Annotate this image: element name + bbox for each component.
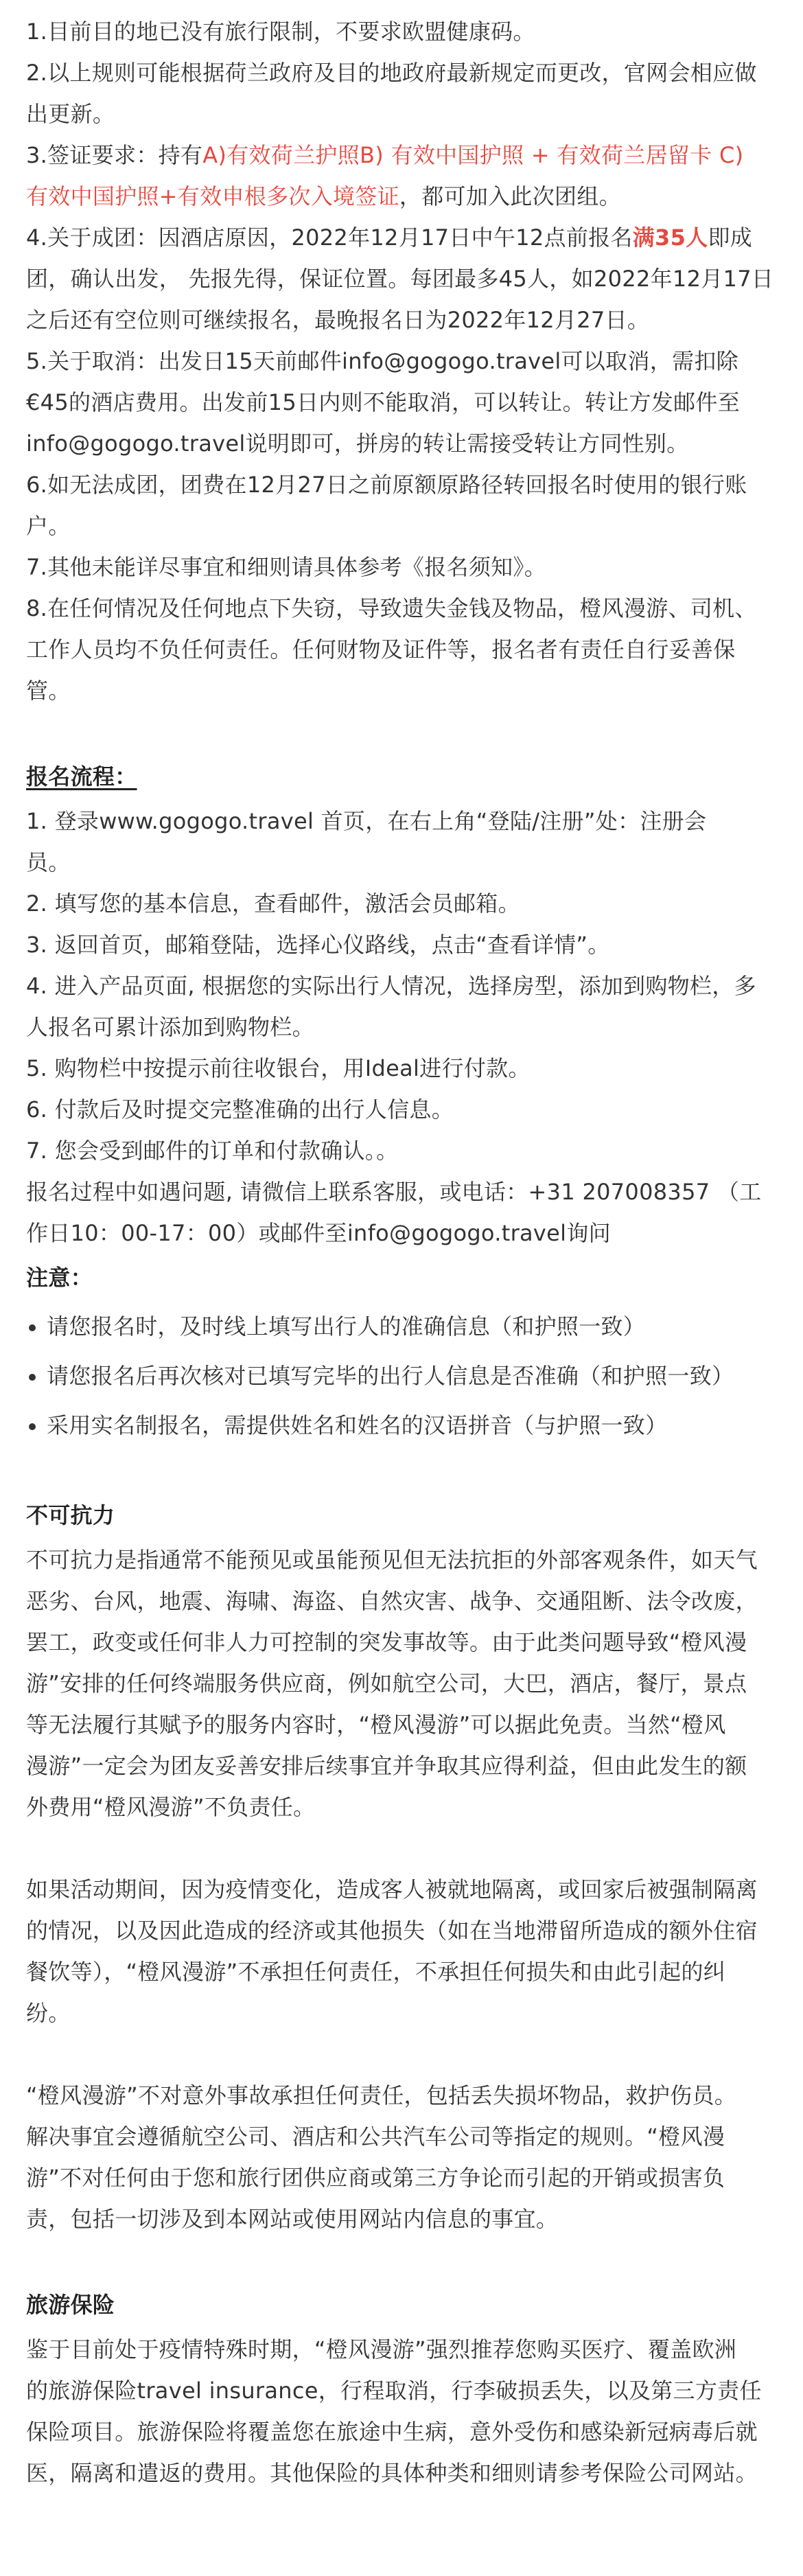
term-item-4-line-2: 团，确认出发， 先报先得，保证位置。每团最多45人，如2022年12月17日: [26, 266, 774, 292]
process-step-6: 6. 付款后及时提交完整准确的出行人信息。: [26, 1096, 454, 1123]
group-text-b: 即成: [708, 225, 753, 251]
force-majeure-p3-line: 责，包括一切涉及到本网站或使用网站内信息的事宜。: [26, 2206, 559, 2232]
term-item-8-line-3: 管。: [26, 678, 71, 704]
term-item-4-line-3: 之后还有空位则可继续报名，最晚报名日为2022年12月27日。: [26, 307, 650, 333]
process-step-1-line-2: 员。: [26, 849, 71, 875]
spacer: [26, 2034, 770, 2075]
process-step-3: 3. 返回首页，邮箱登陆，选择心仪路线，点击“查看详情”。: [26, 932, 610, 958]
force-majeure-p2-line: 如果活动期间，因为疫情变化，造成客人被就地隔离，或回家后被强制隔离: [26, 1876, 758, 1902]
insurance-line: 保险项目。旅游保险将覆盖您在旅途中生病，意外受伤和感染新冠病毒后就: [26, 2419, 758, 2445]
force-majeure-p1-line: 外费用“橙风漫游”不负责任。: [26, 1794, 316, 1820]
registration-process-section: [26, 752, 770, 1450]
visa-suffix: ，都可加入此次团组。: [399, 183, 621, 209]
note-item: 采用实名制报名，需提供姓名和姓名的汉语拼音（与护照一致）: [26, 1401, 770, 1450]
force-majeure-p1-line: 等无法履行其赋予的服务内容时，“橙风漫游”可以据此免责。当然“橙风: [26, 1712, 726, 1738]
force-majeure-p2-line: 的情况，以及因此造成的经济或其他损失（如在当地滞留所造成的额外住宿: [26, 1918, 758, 1944]
visa-options-highlight-2: 有效中国护照+有效申根多次入境签证: [26, 183, 399, 209]
visa-label: 3.签证要求：持有: [26, 142, 203, 168]
process-step-5: 5. 购物栏中按提示前往收银台，用Ideal进行付款。: [26, 1055, 531, 1081]
travel-insurance-section: [26, 2281, 770, 2494]
process-step-7: 7. 您会受到邮件的订单和付款确认。。: [26, 1138, 399, 1164]
note-list: [26, 1302, 770, 1450]
force-majeure-section: [26, 1491, 770, 2240]
insurance-line: 医，隔离和遣返的费用。其他保险的具体种类和细则请参考保险公司网站。: [26, 2460, 758, 2486]
term-item-6-line-1: 6.如无法成团，团费在12月27日之前原额原路径转回报名时使用的银行账: [26, 472, 747, 498]
force-majeure-p1-line: 游”安排的任何终端服务供应商，例如航空公司，大巴，酒店，餐厅，景点: [26, 1670, 747, 1697]
term-item-5-line-2: €45的酒店费用。出发前15日内则不能取消，可以转让。转让方发邮件至: [26, 389, 740, 415]
force-majeure-p1-line: 恶劣、台风，地震、海啸、海盗、自然灾害、战争、交通阻断、法令改废，: [26, 1588, 758, 1614]
note-item: 请您报名时，及时线上填写出行人的准确信息（和护照一致）: [26, 1302, 770, 1351]
contact-info-line-2: 作日10：00-17：00）或邮件至info@gogogo.travel询问: [26, 1220, 611, 1246]
force-majeure-p2-line: 餐饮等），“橙风漫游”不承担任何责任，不承担任何损失和由此引起的纠: [26, 1959, 726, 1985]
force-majeure-p1-line: 漫游”一定会为团友妥善安排后续事宜并争取其应得利益，但由此发生的额: [26, 1753, 747, 1779]
term-item-8-line-2: 工作人员均不负任何责任。任何财物及证件等，报名者有责任自行妥善保: [26, 636, 736, 663]
process-heading: 报名流程：: [26, 763, 137, 790]
force-majeure-p3-line: 解决事宜会遵循航空公司、酒店和公共汽车公司等指定的规则。“橙风漫: [26, 2124, 725, 2150]
force-majeure-p3-line: “橙风漫游”不对意外事故承担任何责任，包括丢失损坏物品，救护伤员。: [26, 2082, 737, 2108]
contact-info-line-1: 报名过程中如遇问题, 请微信上联系客服，或电话：+31 207008357 （工: [26, 1179, 762, 1205]
spacer: [26, 711, 770, 752]
insurance-line: 鉴于目前处于疫情特殊时期，“橙风漫游”强烈推荐您购买医疗、覆盖欧洲: [26, 2336, 737, 2362]
term-item-1: 1.目前目的地已没有旅行限制，不要求欧盟健康码。: [26, 19, 535, 45]
min-participants-highlight: 满35人: [632, 225, 708, 251]
insurance-heading: 旅游保险: [26, 2292, 115, 2318]
force-majeure-heading: 不可抗力: [26, 1502, 115, 1528]
term-item-6-line-2: 户。: [26, 513, 71, 539]
term-item-3-line-2: [26, 176, 770, 217]
force-majeure-p2-line: 纷。: [26, 2000, 71, 2026]
term-item-4-line-1: [26, 217, 770, 258]
force-majeure-p1-line: 罢工，政变或任何非人力可控制的突发事故等。由于此类问题导致“橙风漫: [26, 1629, 747, 1655]
process-step-2: 2. 填写您的基本信息，查看邮件，激活会员邮箱。: [26, 890, 520, 917]
term-item-3-line-1: [26, 135, 770, 176]
visa-options-highlight: A)有效荷兰护照B) 有效中国护照 + 有效荷兰居留卡 C): [202, 142, 744, 168]
insurance-line: 的旅游保险travel insurance，行程取消，行李破损丢失，以及第三方责任: [26, 2378, 762, 2404]
term-item-8-line-1: 8.在任何情况及任何地点下失窃，导致遗失金钱及物品，橙风漫游、司机、: [26, 595, 757, 621]
spacer: [26, 1828, 770, 1869]
group-text: 4.关于成团：因酒店原因，2022年12月17日中午12点前报名: [26, 225, 633, 251]
force-majeure-p1-line: 不可抗力是指通常不能预见或虽能预见但无法抗拒的外部客观条件，如天气: [26, 1547, 758, 1573]
note-item: 请您报名后再次核对已填写完毕的出行人信息是否准确（和护照一致）: [26, 1351, 770, 1401]
process-step-1-line-1: 1. 登录www.gogogo.travel 首页，在右上角“登陆/注册”处：注册会: [26, 808, 707, 834]
term-item-5-line-1: 5.关于取消：出发日15天前邮件info@gogogo.travel可以取消，需扣除: [26, 348, 738, 374]
term-item-2-line-1: 2.以上规则可能根据荷兰政府及目的地政府最新规定而更改，官网会相应做: [26, 60, 757, 86]
spacer: [26, 2240, 770, 2281]
term-item-7: 7.其他未能详尽事宜和细则请具体参考《报名须知》。: [26, 554, 547, 580]
force-majeure-p3-line: 游”不对任何由于您和旅行团供应商或第三方争论而引起的开销或损害负: [26, 2165, 725, 2191]
process-step-4-line-2: 人报名可累计添加到购物栏。: [26, 1014, 314, 1040]
term-item-2-line-2: 出更新。: [26, 101, 115, 127]
term-item-5-line-3: info@gogogo.travel说明即可，拼房的转让需接受转让方同性别。: [26, 430, 689, 457]
note-heading: 注意：: [26, 1265, 93, 1291]
terms-section: [26, 11, 774, 711]
process-step-4-line-1: 4. 进入产品页面, 根据您的实际出行人情况，选择房型，添加到购物栏，多: [26, 973, 756, 999]
spacer: [26, 1450, 770, 1491]
